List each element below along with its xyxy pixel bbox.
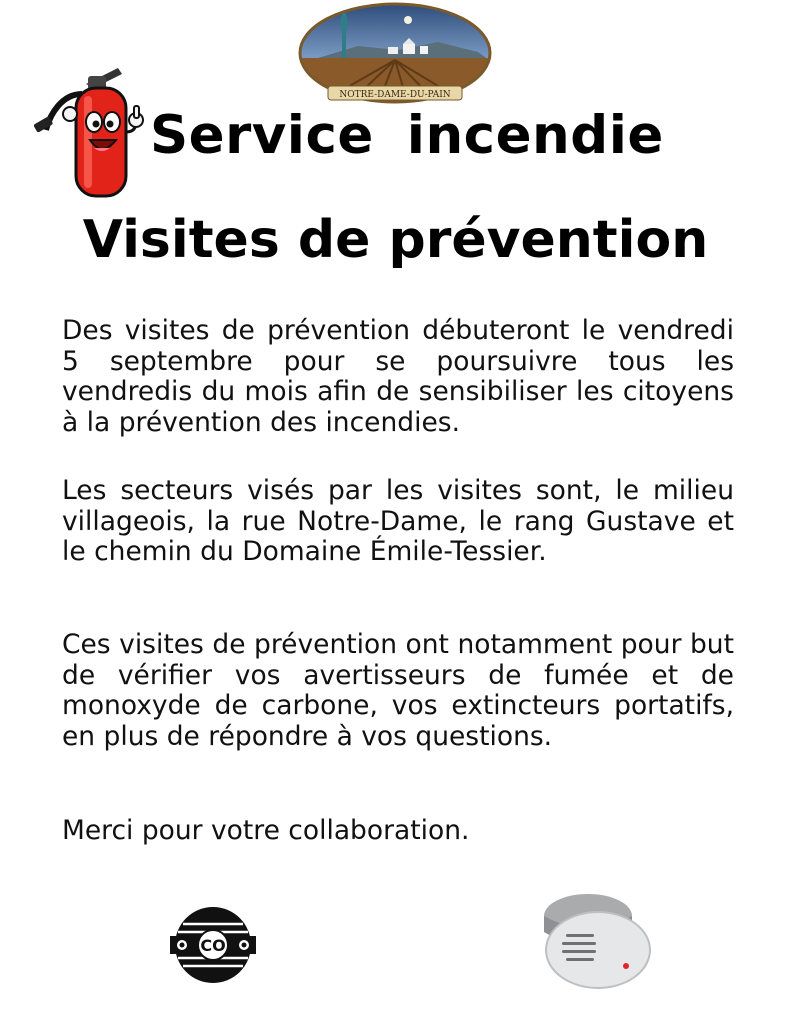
smoke-detector xyxy=(536,892,652,992)
page-title: Visites de prévention xyxy=(82,210,709,270)
paragraph-sectors: Les secteurs visés par les visites sont, le milieu villageois, la rue Notre-Dame, le rang Gustave et le chemin du Domaine Émile-Tessier. xyxy=(62,475,734,567)
co-logo xyxy=(168,904,258,986)
village-logo xyxy=(298,2,492,104)
carbon-monoxide-logo-icon xyxy=(168,904,258,986)
service-title: Service incendie xyxy=(150,105,664,166)
svg-text:CO: CO xyxy=(200,936,226,955)
notre-dame-du-pain-logo-icon xyxy=(298,2,492,104)
smoke-detector-icon xyxy=(536,892,652,992)
fire-extinguisher-mascot xyxy=(32,54,144,200)
paragraph-purpose: Ces visites de prévention ont notamment pour but de vérifier vos avertisseurs de fumée et de monoxyde de carbone, vos extincteurs portatifs, en plus de répondre à vos questions. xyxy=(62,629,734,752)
svg-text:NOTRE-DAME-DU-PAIN: NOTRE-DAME-DU-PAIN xyxy=(339,90,451,100)
paragraph-dates: Des visites de prévention débuteront le vendredi 5 septembre pour se poursuivre tous les vendredis du mois afin de sensibiliser les citoyens à la prévention des incendies. xyxy=(62,315,734,438)
fire-extinguisher-mascot-icon xyxy=(32,54,144,200)
paragraph-thanks: Merci pour votre collaboration. xyxy=(62,815,470,846)
